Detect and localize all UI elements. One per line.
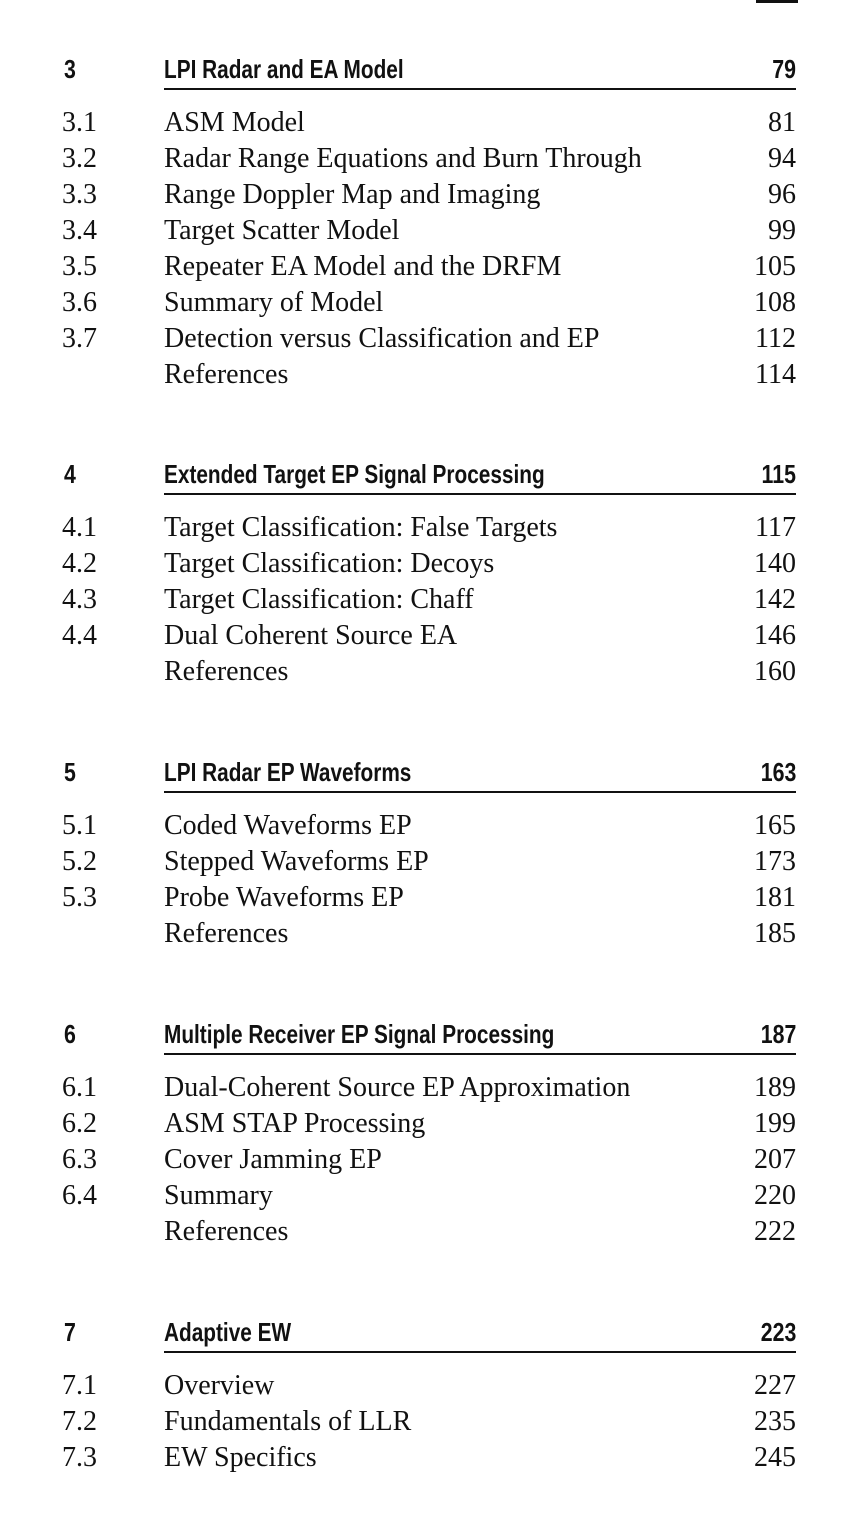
section-title: Target Classification: False Targets bbox=[164, 512, 558, 543]
section-number: 3.3 bbox=[62, 179, 97, 210]
section-number: 4.1 bbox=[62, 512, 97, 543]
chapter-page: 79 bbox=[772, 54, 796, 84]
toc-entry bbox=[0, 1440, 842, 1476]
section-page: 140 bbox=[754, 548, 796, 579]
chapter-title: Multiple Receiver EP Signal Processing bbox=[164, 1019, 555, 1049]
chapter-rule bbox=[164, 1351, 796, 1353]
section-page: 165 bbox=[754, 810, 796, 841]
toc-entry-references bbox=[0, 916, 842, 952]
chapter-number: 4 bbox=[64, 459, 76, 489]
section-page: 146 bbox=[754, 620, 796, 651]
section-title: Dual-Coherent Source EP Approximation bbox=[164, 1072, 631, 1103]
chapter-page: 115 bbox=[761, 459, 796, 489]
section-number: 3.7 bbox=[62, 323, 97, 354]
toc-entry bbox=[0, 1404, 842, 1440]
chapter-heading bbox=[0, 1316, 842, 1356]
section-list bbox=[0, 510, 842, 690]
section-title: EW Specifics bbox=[164, 1442, 317, 1473]
section-page: 235 bbox=[754, 1406, 796, 1437]
section-page: 222 bbox=[754, 1216, 796, 1247]
section-page: 108 bbox=[754, 287, 796, 318]
section-page: 207 bbox=[754, 1144, 796, 1175]
section-number: 4.2 bbox=[62, 548, 97, 579]
chapter-7 bbox=[0, 1316, 842, 1476]
section-page: 199 bbox=[754, 1108, 796, 1139]
section-page: 173 bbox=[754, 846, 796, 877]
section-list bbox=[0, 808, 842, 952]
chapter-rule bbox=[164, 791, 796, 793]
toc-entry bbox=[0, 141, 842, 177]
toc-entry bbox=[0, 618, 842, 654]
section-page: 112 bbox=[755, 323, 796, 354]
section-number: 3.1 bbox=[62, 107, 97, 138]
top-rule bbox=[756, 0, 798, 3]
toc-entry bbox=[0, 249, 842, 285]
section-number: 3.4 bbox=[62, 215, 97, 246]
section-number: 7.1 bbox=[62, 1370, 97, 1401]
section-page: 114 bbox=[755, 359, 796, 390]
chapter-heading bbox=[0, 756, 842, 796]
chapter-number: 6 bbox=[64, 1019, 76, 1049]
chapter-3 bbox=[0, 53, 842, 393]
section-page: 220 bbox=[754, 1180, 796, 1211]
toc-entry bbox=[0, 880, 842, 916]
toc-entry bbox=[0, 582, 842, 618]
chapter-6 bbox=[0, 1018, 842, 1250]
section-title: Repeater EA Model and the DRFM bbox=[164, 251, 562, 282]
section-title: Overview bbox=[164, 1370, 275, 1401]
section-title: Target Scatter Model bbox=[164, 215, 400, 246]
section-page: 96 bbox=[768, 179, 796, 210]
section-title: Coded Waveforms EP bbox=[164, 810, 412, 841]
chapter-number: 5 bbox=[64, 757, 76, 787]
section-number: 6.4 bbox=[62, 1180, 97, 1211]
section-title: References bbox=[164, 918, 289, 949]
section-number: 7.2 bbox=[62, 1406, 97, 1437]
toc-entry bbox=[0, 808, 842, 844]
chapter-title: LPI Radar EP Waveforms bbox=[164, 757, 412, 787]
chapter-title: Adaptive EW bbox=[164, 1317, 292, 1347]
toc-entry bbox=[0, 1106, 842, 1142]
chapter-number: 3 bbox=[64, 54, 76, 84]
toc-entry bbox=[0, 105, 842, 141]
section-page: 185 bbox=[754, 918, 796, 949]
section-page: 81 bbox=[768, 107, 796, 138]
section-page: 94 bbox=[768, 143, 796, 174]
chapter-number: 7 bbox=[64, 1317, 76, 1347]
section-number: 3.2 bbox=[62, 143, 97, 174]
toc-entry bbox=[0, 546, 842, 582]
chapter-page: 163 bbox=[760, 757, 796, 787]
section-page: 99 bbox=[768, 215, 796, 246]
section-page: 142 bbox=[754, 584, 796, 615]
chapter-4 bbox=[0, 458, 842, 690]
chapter-rule bbox=[164, 1053, 796, 1055]
section-page: 181 bbox=[754, 882, 796, 913]
section-number: 4.4 bbox=[62, 620, 97, 651]
section-number: 5.2 bbox=[62, 846, 97, 877]
chapter-5 bbox=[0, 756, 842, 952]
chapter-page: 223 bbox=[760, 1317, 796, 1347]
section-title: ASM Model bbox=[164, 107, 305, 138]
section-number: 4.3 bbox=[62, 584, 97, 615]
toc-entry bbox=[0, 1070, 842, 1106]
section-list bbox=[0, 105, 842, 393]
chapter-rule bbox=[164, 88, 796, 90]
section-title: References bbox=[164, 1216, 289, 1247]
section-title: Target Classification: Chaff bbox=[164, 584, 474, 615]
section-page: 105 bbox=[754, 251, 796, 282]
section-number: 6.3 bbox=[62, 1144, 97, 1175]
section-page: 245 bbox=[754, 1442, 796, 1473]
toc-entry bbox=[0, 1368, 842, 1404]
section-title: Range Doppler Map and Imaging bbox=[164, 179, 541, 210]
section-number: 3.5 bbox=[62, 251, 97, 282]
section-list bbox=[0, 1070, 842, 1250]
section-number: 5.3 bbox=[62, 882, 97, 913]
section-title: Dual Coherent Source EA bbox=[164, 620, 458, 651]
section-number: 3.6 bbox=[62, 287, 97, 318]
chapter-title: LPI Radar and EA Model bbox=[164, 54, 404, 84]
toc-entry bbox=[0, 285, 842, 321]
section-list bbox=[0, 1368, 842, 1476]
toc-entry-references bbox=[0, 1214, 842, 1250]
section-page: 160 bbox=[754, 656, 796, 687]
section-title: Stepped Waveforms EP bbox=[164, 846, 429, 877]
section-title: Probe Waveforms EP bbox=[164, 882, 404, 913]
section-title: References bbox=[164, 359, 289, 390]
section-number: 7.3 bbox=[62, 1442, 97, 1473]
toc-entry bbox=[0, 1142, 842, 1178]
section-title: Target Classification: Decoys bbox=[164, 548, 495, 579]
section-page: 117 bbox=[755, 512, 796, 543]
section-page: 227 bbox=[754, 1370, 796, 1401]
section-number: 5.1 bbox=[62, 810, 97, 841]
chapter-heading bbox=[0, 458, 842, 498]
toc-entry bbox=[0, 510, 842, 546]
section-title: Summary of Model bbox=[164, 287, 384, 318]
chapter-heading bbox=[0, 1018, 842, 1058]
section-title: Fundamentals of LLR bbox=[164, 1406, 412, 1437]
toc-entry bbox=[0, 321, 842, 357]
toc-entry bbox=[0, 213, 842, 249]
section-number: 6.2 bbox=[62, 1108, 97, 1139]
toc-entry-references bbox=[0, 654, 842, 690]
chapter-rule bbox=[164, 493, 796, 495]
toc-entry bbox=[0, 844, 842, 880]
toc-entry bbox=[0, 177, 842, 213]
toc-entry bbox=[0, 1178, 842, 1214]
toc-entry-references bbox=[0, 357, 842, 393]
chapter-title: Extended Target EP Signal Processing bbox=[164, 459, 545, 489]
section-page: 189 bbox=[754, 1072, 796, 1103]
section-number: 6.1 bbox=[62, 1072, 97, 1103]
chapter-page: 187 bbox=[760, 1019, 796, 1049]
section-title: ASM STAP Processing bbox=[164, 1108, 426, 1139]
section-title: References bbox=[164, 656, 289, 687]
section-title: Radar Range Equations and Burn Through bbox=[164, 143, 642, 174]
section-title: Cover Jamming EP bbox=[164, 1144, 382, 1175]
section-title: Detection versus Classification and EP bbox=[164, 323, 600, 354]
section-title: Summary bbox=[164, 1180, 273, 1211]
chapter-heading bbox=[0, 53, 842, 93]
